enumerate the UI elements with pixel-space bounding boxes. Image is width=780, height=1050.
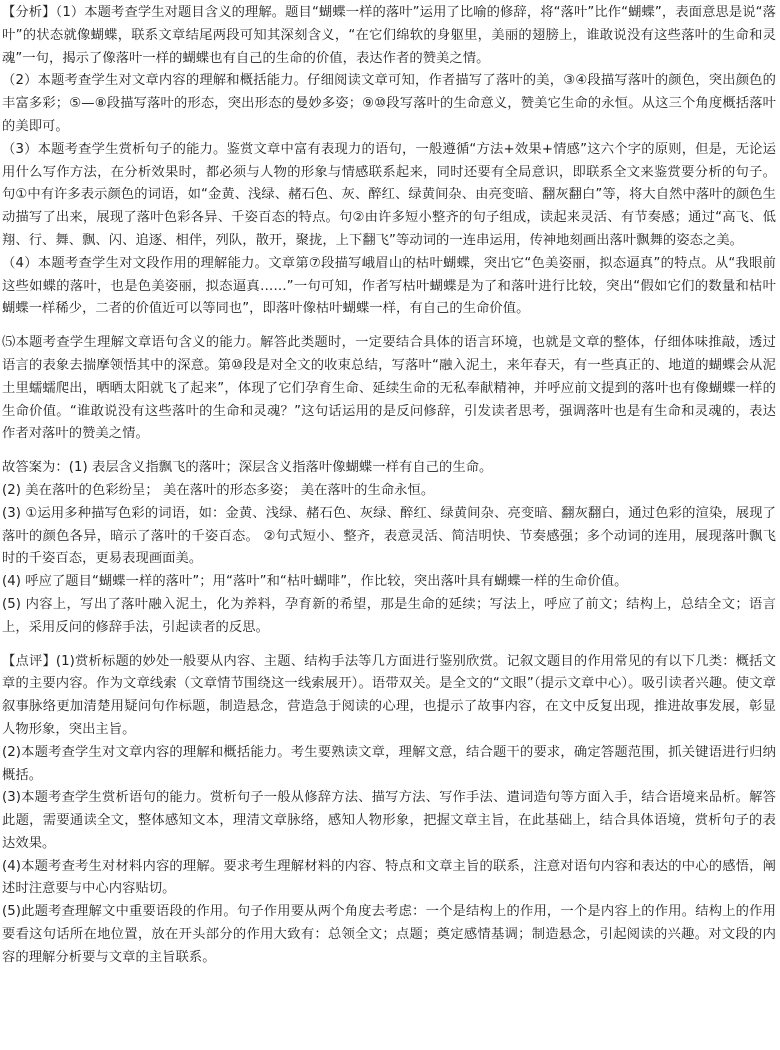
spacer [2, 446, 776, 457]
answer-line-4: (4) 呼应了题目“蝴蝶一样的落叶”；用“落叶”和“枯叶蝴啡”，作比较，突出落叶具有蝴蝶一样的生命价值。 [2, 574, 628, 590]
analysis-paragraph-3: （3）本题考查学生赏析句子的能力。鉴赏文章中富有表现力的语句，一般遵循“方法+效果+情感”这六个字的原则，但是，无论运用什么写作方法，在分析效果时，都必须与人物的形象与情感联系起来，同时还要有全局意识，即联系全文来鉴赏要分析的句子。句①中有许多表示颜色的词语，如“金黄、浅绿、赭石色、灰、醉红、绿黄间杂、由亮变暗、翻灰翻白”等，将大自然中落叶的颜色生动描写了出来，展现了落叶色彩各异、千姿百态的特点。句②由许多短小整齐的句子组成，读起来灵活、有节奏感；通过“高飞、低翔、行、舞、飘、闪、追逐、相伴，列队，散开，聚拢，上下翻飞”等动词的一连串运用，传神地刻画出落叶飘舞的姿态之美。 [2, 141, 776, 248]
answer-line-3: (3) ①运用多种描写色彩的词语，如：金黄、浅绿、赭石色、灰绿、醉红、绿黄间杂、亮变暗、翻灰翻白，通过色彩的渲染，展现了落叶的颜色各异，暗示了落叶的千姿百态。 ②句式短小、整齐，表意灵活、简洁明快、节奏感强；多个动词的连用，展现落叶飘飞时的千姿百态，更易表现画面美。 [2, 505, 776, 567]
analysis-section [2, 2, 776, 321]
spacer [2, 640, 776, 651]
answer-line-5: (5) 内容上，写出了落叶融入泥土，化为养料，孕育新的希望，那是生命的延续；写法上，呼应了前文；结构上，总结全文；语言上，采用反问的修辞手法，引起读者的反思。 [2, 596, 776, 635]
comment-paragraph-3: (3)本题考查学生赏析语句的能力。赏析句子一般从修辞方法、描写方法、写作手法、遣词造句等方面入手，结合语境来品析。解答此题，需要通读全文，整体感知文本，理清文章脉络，感知人物形象，把握文章主旨，在此基础上，结合具体语境，赏析句子的表达效果。 [2, 790, 776, 851]
analysis-section-5 [2, 332, 776, 446]
answer-explanation-page [2, 2, 776, 1048]
comment-paragraph-2: (2)本题考查学生对文章内容的理解和概括能力。考生要熟读文章，理解文意，结合题干的要求，确定答题范围，抓关键语进行归纳概括。 [2, 744, 776, 783]
analysis-paragraph-1: 【分析】（1）本题考查学生对题目含义的理解。题目“蝴蝶一样的落叶”运用了比喻的修辞，将“落叶”比作“蝴蝶”，表面意思是说“落叶”的状态就像蝴蝶，联系文章结尾两段可知其深刻含义，“在它们绵软的身躯里，美丽的翅膀上，谁敢说没有这些落叶的生命和灵魂”一句，揭示了像落叶一样的蝴蝶也有自己的生命的价值，表达作者的赞美之情。 [2, 5, 776, 66]
analysis-paragraph-2: （2）本题考查学生对文章内容的理解和概括能力。仔细阅读文章可知，作者描写了落叶的美，③④段描写落叶的颜色，突出颜色的丰富多彩；⑤—⑧段描写落叶的形态，突出形态的曼妙多姿；⑨⑩段写落叶的生命意义，赞美它生命的永恒。从这三个角度概括落叶的美即可。 [2, 73, 776, 134]
answers-section [2, 457, 776, 639]
analysis-paragraph-5: ⑸本题考查学生理解文章语句含义的能力。解答此类题时，一定要结合具体的语言环境，也就是文章的整体，仔细体味推敲，透过语言的表象去揣摩领悟其中的深意。第⑩段是对全文的收束总结，写落叶“融入泥土，来年春天，有一些真正的、地道的蝴蝶会从泥土里蠕蠕爬出，晒晒太阳就飞了起来”，体现了它们孕育生命、延续生命的无私奉献精神，并呼应前文提到的落叶也有像蝴蝶一样的生命价值。“谁敢说没有这些落叶的生命和灵魂？”这句话运用的是反问修辞，引发读者思考，强调落叶也是有生命和灵魂的，表达作者对落叶的赞美之情。 [2, 335, 776, 442]
answer-line-1: 故答案为：(1) 表层含义指飘飞的落叶；深层含义指落叶像蝴蝶一样有自己的生命。 [2, 460, 493, 476]
comment-paragraph-1: 【点评】(1)赏析标题的妙处一般要从内容、主题、结构手法等几方面进行鉴别欣赏。记叙文题目的作用常见的有以下几类：概括文章的主要内容。作为文章线索（文章情节围绕这一线索展开）。语带双关。是全文的“文眼”（提示文章中心）。吸引读者兴趣。使文章叙事脉络更加清楚用疑问句作标题，制造悬念，营造急于阅读的心理，也提示了故事内容，在文中反复出现，推进故事发展，彰显人物形象，突出主旨。 [2, 653, 776, 737]
comments-section [2, 651, 776, 970]
comment-paragraph-5: (5)此题考查理解文中重要语段的作用。句子作用要从两个角度去考虑：一个是结构上的作用，一个是内容上的作用。结构上的作用要看这句话所在地位置，放在开头部分的作用大致有：总领全文；点题；奠定感情基调；制造悬念，引起阅读的兴趣。对文段的内容的理解分析要与文章的主旨联系。 [2, 904, 776, 965]
spacer [2, 321, 776, 332]
answer-line-2: (2) 美在落叶的色彩纷呈； 美在落叶的形态多姿； 美在落叶的生命永恒。 [2, 482, 435, 498]
analysis-paragraph-4: （4）本题考查学生对文段作用的理解能力。文章第⑦段描写峨眉山的枯叶蝴蝶，突出它“色美姿丽，拟态逼真”的特点。从“我眼前这些如蝶的落叶，也是色美姿丽，拟态逼真……”一句可知，作者写枯叶蝴蝶是为了和落叶进行比较，突出“假如它们的数量和枯叶蝴蝶一样稀少，二者的价值近可以等同也”，即落叶像枯叶蝴蝶一样，有自己的生命价值。 [2, 255, 776, 317]
comment-paragraph-4: (4)本题考查考生对材料内容的理解。要求考生理解材料的内容、特点和文章主旨的联系，注意对语句内容和表达的中心的感悟，阐述时注意要与中心内容贴切。 [2, 858, 776, 897]
